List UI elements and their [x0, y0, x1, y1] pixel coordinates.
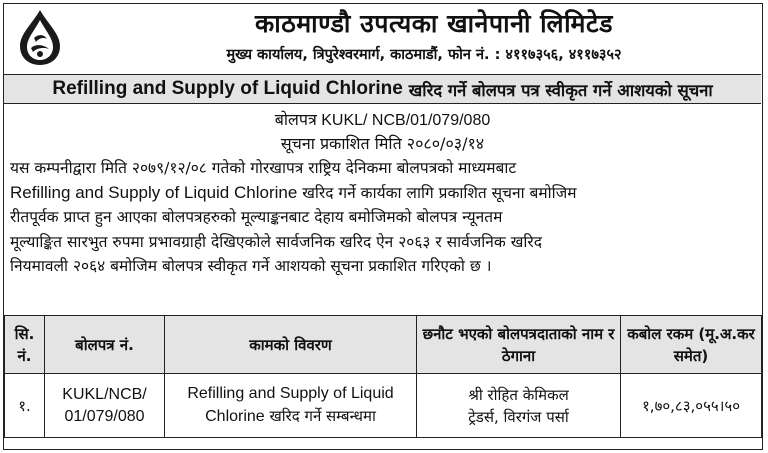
award-table — [4, 315, 762, 438]
body-line: यस कम्पनीद्वारा मिति २०७९/१२/०८ गतेको गोरखापत्र राष्ट्रिय देनिकमा बोलपत्रको माध्यमबाट — [10, 159, 517, 177]
notice-body — [10, 156, 758, 279]
notice-frame — [3, 3, 763, 450]
header-serial-number: सि. नं. — [5, 316, 45, 374]
cell-description — [165, 374, 417, 438]
description-english: Chlorine — [205, 408, 265, 425]
header-description: कामको विवरण — [165, 316, 417, 374]
description-line: Refilling and Supply of Liquid — [187, 385, 394, 402]
bidder-line: ट्रेडर्स, विरगंज पर्सा — [468, 407, 569, 426]
body-line: मूल्याङ्कित सारभुत रुपमा प्रभावग्राही देखिएकोले सार्वजनिक खरिद ऐन २०६३ र सार्वजनिक खरिद — [10, 232, 542, 251]
body-line — [10, 181, 758, 206]
body-line-english: Refilling and Supply of Liquid Chlorine — [10, 182, 298, 202]
description-nepali: खरिद गर्ने सम्बन्धमा — [269, 407, 376, 425]
bid-reference: बोलपत्र KUKL/ NCB/01/079/080 — [274, 112, 491, 129]
published-date: सूचना प्रकाशित मिति २०८०/०३/१४ — [280, 134, 485, 153]
table-row — [5, 374, 762, 438]
notice-header — [4, 4, 762, 72]
body-line-nepali: खरिद गर्ने कार्यका लागि प्रकाशित सूचना बमोजिम — [302, 183, 577, 202]
water-drop-logo-icon — [14, 8, 66, 68]
cell-serial-number: १. — [5, 374, 45, 438]
cell-bid-amount: १,७०,८३,०५५।५० — [621, 374, 762, 438]
cell-bid-number — [45, 374, 165, 438]
notice-title-english: Refilling and Supply of Liquid Chlorine — [52, 78, 403, 99]
notice-title-nepali: खरिद गर्ने बोलपत्र पत्र स्वीकृत गर्ने आशयको सूचना — [408, 80, 713, 100]
table-header-row — [5, 316, 762, 374]
header-bid-amount: कबोल रकम (मू.अ.कर समेत) — [621, 316, 762, 374]
bid-number-line: 01/079/080 — [64, 407, 145, 425]
header-selected-bidder: छनौट भएको बोलपत्रदाताको नाम र ठेगाना — [417, 316, 621, 374]
cell-selected-bidder — [417, 374, 621, 438]
organization-name: काठमाण्डौ उपत्यका खानेपानी लिमिटेड — [255, 9, 613, 38]
body-line: रीतपूर्वक प्राप्त हुन आएका बोलपत्रहरुको मूल्याङ्कनबाट देहाय बमोजिमको बोलपत्र न्यूनतम — [10, 208, 503, 226]
organization-address: मुख्य कार्यालय, त्रिपुरेश्वरमार्ग, काठमाडौं, फोन नं. : ४११७३५६, ४११७३५२ — [226, 47, 622, 63]
description-line — [167, 405, 414, 428]
bidder-line: श्री रोहित केमिकल — [468, 385, 569, 404]
notice-title-banner — [4, 74, 761, 104]
body-line: नियमावली २०६४ बमोजिम बोलपत्र स्वीकृत गर्ने आशयको सूचना प्रकाशित गरिएको छ । — [10, 257, 492, 275]
bid-number-line: KUKL/NCB/ — [62, 385, 147, 403]
header-bid-number: बोलपत्र नं. — [45, 316, 165, 374]
